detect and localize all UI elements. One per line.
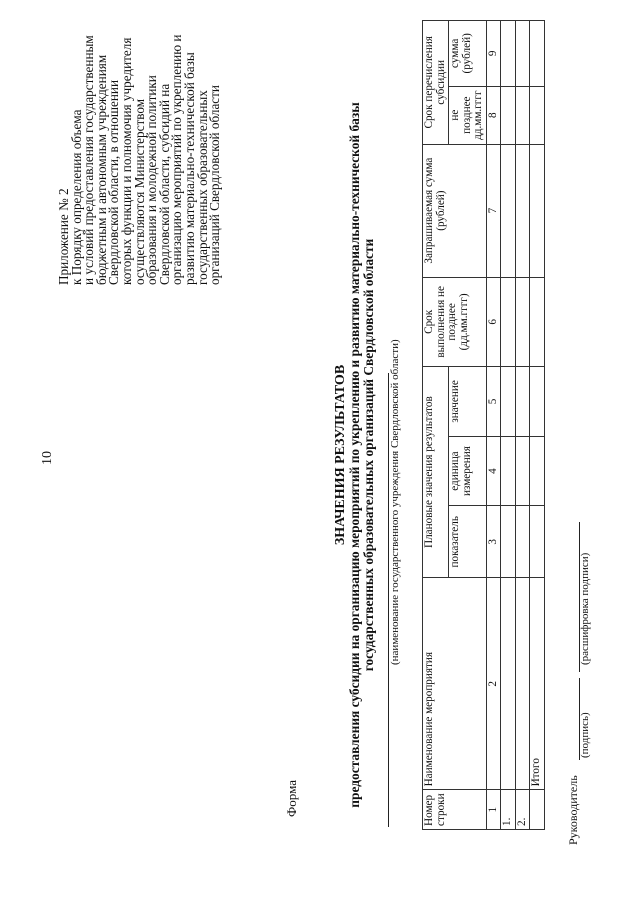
requested-sum-cell[interactable] bbox=[515, 144, 530, 277]
total-transfer-sum-cell[interactable] bbox=[530, 21, 545, 87]
row-number-cell: 1. bbox=[501, 790, 516, 830]
appendix-line: Свердловской области, в отношении bbox=[106, 79, 122, 285]
document-title bbox=[334, 95, 376, 815]
table-row bbox=[515, 21, 530, 830]
indicator-cell[interactable] bbox=[515, 506, 530, 578]
header-unit: единица измерения bbox=[449, 436, 487, 506]
signature-caption: (подпись) bbox=[579, 712, 591, 758]
appendix-line: государственных образовательных bbox=[194, 90, 210, 285]
total-empty-cell bbox=[530, 367, 545, 437]
appendix-line: Приложение № 2 bbox=[56, 188, 71, 285]
unit-cell[interactable] bbox=[501, 436, 516, 506]
signature-label: Руководитель bbox=[566, 775, 580, 845]
column-number: 6 bbox=[486, 277, 501, 367]
header-planned-values: Плановые значения результатов bbox=[423, 367, 449, 578]
column-number: 9 bbox=[486, 21, 501, 87]
event-name-cell[interactable] bbox=[515, 578, 530, 790]
total-empty-cell bbox=[530, 86, 545, 144]
header-row-number: Номер строки bbox=[423, 790, 487, 830]
signature-name-caption: (расшифровка подписи) bbox=[579, 552, 591, 665]
total-empty-cell bbox=[530, 436, 545, 506]
total-label: Итого bbox=[530, 578, 545, 790]
value-cell[interactable] bbox=[515, 367, 530, 437]
transfer-sum-cell[interactable] bbox=[515, 21, 530, 87]
transfer-sum-cell[interactable] bbox=[501, 21, 516, 87]
total-sum-cell[interactable] bbox=[530, 144, 545, 277]
results-table bbox=[422, 20, 545, 830]
column-number: 3 bbox=[486, 506, 501, 578]
total-empty-cell bbox=[530, 790, 545, 830]
appendix-line: Свердловской области, субсидий на bbox=[156, 83, 172, 285]
column-number: 5 bbox=[486, 367, 501, 437]
transfer-date-cell[interactable] bbox=[501, 86, 516, 144]
unit-cell[interactable] bbox=[515, 436, 530, 506]
column-number: 1 bbox=[486, 790, 501, 830]
column-number: 7 bbox=[486, 144, 501, 277]
form-label: Форма bbox=[284, 780, 299, 817]
header-deadline: Срок выполнения не позднее (дд.мм.гггг) bbox=[423, 277, 487, 367]
appendix-line: которых функции и полномочия учредителя bbox=[118, 37, 134, 285]
organization-caption: (наименование государственного учреждения Свердловской области) bbox=[389, 339, 401, 665]
header-transfer-period: Срок перечисления субсидии bbox=[423, 21, 449, 145]
deadline-cell[interactable] bbox=[501, 277, 516, 367]
appendix-line: осуществляются Министерством bbox=[131, 98, 147, 285]
header-transfer-date: не позднее дд.мм.гггг bbox=[449, 86, 487, 144]
row-number-cell: 2. bbox=[515, 790, 530, 830]
title-main: ЗНАЧЕНИЯ РЕЗУЛЬТАТОВ bbox=[333, 364, 348, 546]
table-row bbox=[501, 21, 516, 830]
appendix-line: бюджетным и автономным учреждениям bbox=[93, 54, 109, 285]
header-value: значение bbox=[449, 367, 487, 437]
header-event-name: Наименование мероприятия bbox=[423, 578, 487, 790]
column-number: 2 bbox=[486, 578, 501, 790]
event-name-cell[interactable] bbox=[501, 578, 516, 790]
transfer-date-cell[interactable] bbox=[515, 86, 530, 144]
column-numbers-row bbox=[486, 21, 501, 830]
column-number: 8 bbox=[486, 86, 501, 144]
appendix-line: организаций Свердловской области bbox=[207, 85, 223, 285]
appendix-line: развитию материально-технической базы bbox=[181, 52, 197, 285]
header-indicator: показатель bbox=[449, 506, 487, 578]
title-subtitle-line: государственных образовательных организаций Свердловской области bbox=[361, 238, 376, 672]
header-transfer-sum: сумма (рублей) bbox=[449, 21, 487, 87]
appendix-line: образования и молодежной политики bbox=[144, 75, 160, 285]
appendix-line: организацию мероприятий по укреплению и bbox=[169, 34, 185, 285]
page-number: 10 bbox=[40, 451, 55, 465]
total-empty-cell bbox=[530, 277, 545, 367]
table-header-row bbox=[423, 21, 449, 830]
title-subtitle-line: предоставления субсидии на организацию мероприятий по укреплению и развитию материально-технической базы bbox=[347, 102, 362, 808]
indicator-cell[interactable] bbox=[501, 506, 516, 578]
total-empty-cell bbox=[530, 506, 545, 578]
deadline-cell[interactable] bbox=[515, 277, 530, 367]
total-row bbox=[530, 21, 545, 830]
requested-sum-cell[interactable] bbox=[501, 144, 516, 277]
column-number: 4 bbox=[486, 436, 501, 506]
value-cell[interactable] bbox=[501, 367, 516, 437]
appendix-line: и условий предоставления государственным bbox=[81, 35, 97, 285]
appendix-note bbox=[58, 13, 222, 285]
header-requested-sum: Запрашиваемая сумма (рублей) bbox=[423, 144, 487, 277]
appendix-line: к Порядку определения объема bbox=[68, 109, 84, 285]
